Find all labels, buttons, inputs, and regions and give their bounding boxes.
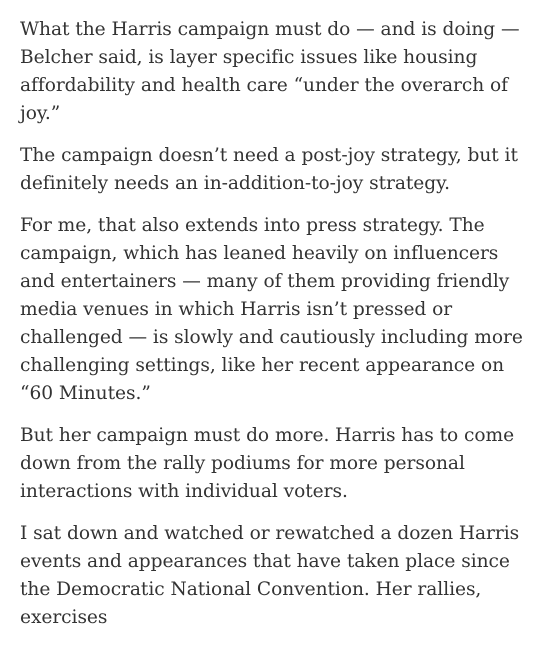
- article-paragraph: For me, that also extends into press strategy. The campaign, which has leaned heavily on influencers and entertainers — many of them providing friendly media venues in which Harris isn’t pressed or challenged — is slowly and cautiously including more challenging settings, like her recent appearance on “60 Minutes.”: [20, 215, 523, 404]
- article-paragraph: What the Harris campaign must do — and is doing — Belcher said, is layer specific issues like housing affordability and health care “under the overarch of joy.”: [20, 19, 520, 124]
- article-paragraph: The campaign doesn’t need a post-joy strategy, but it definitely needs an in-addition-to-joy strategy.: [20, 145, 518, 194]
- article-paragraph: I sat down and watched or rewatched a dozen Harris events and appearances that have taken place since the Democratic National Convention. Her rallies, exercises: [20, 523, 520, 628]
- article-paragraph: But her campaign must do more. Harris has to come down from the rally podiums for more personal interactions with individual voters.: [20, 425, 515, 502]
- article-body: [20, 16, 536, 646]
